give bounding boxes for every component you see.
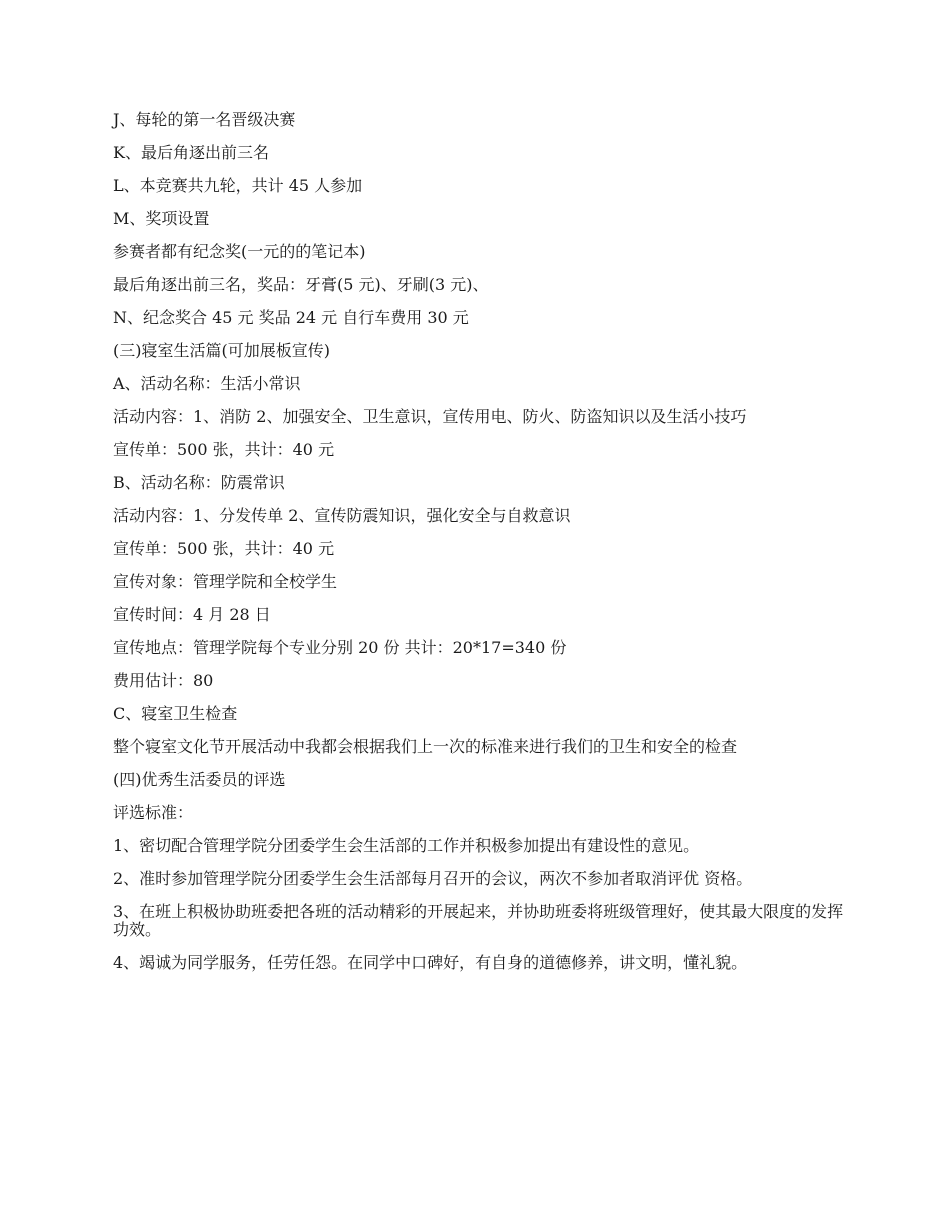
paragraph-k-top-three: K、最后角逐出前三名 [113,143,269,162]
paragraph-criterion-1: 1、密切配合管理学院分团委学生会生活部的工作并积极参加提出有建设性的意见。 [113,836,700,855]
paragraph-m-awards: M、奖项设置 [113,209,210,228]
paragraph-b-activity-content: 活动内容：1、分发传单 2、宣传防震知识，强化安全与自救意识 [113,506,571,525]
paragraph-location: 宣传地点：管理学院每个专业分别 20 份 共计：20*17=340 份 [113,638,567,657]
paragraph-souvenir: 参赛者都有纪念奖(一元的的笔记本) [113,242,366,261]
paragraph-b-flyers: 宣传单：500 张，共计：40 元 [113,539,335,558]
section-heading-dorm-life: (三)寝室生活篇(可加展板宣传) [113,341,330,360]
paragraph-a-activity-name: A、活动名称：生活小常识 [113,374,301,393]
paragraph-l-rounds: L、本竞赛共九轮，共计 45 人参加 [113,176,363,195]
paragraph-criterion-3: 3、在班上积极协助班委把各班的活动精彩的开展起来，并协助班委将班级管理好，使其最大限度的发挥功效。 [113,902,844,939]
paragraph-inspection-detail: 整个寝室文化节开展活动中我都会根据我们上一次的标准来进行我们的卫生和安全的检查 [113,737,738,756]
paragraph-j-finals: J、每轮的第一名晋级决赛 [113,110,296,129]
paragraph-criterion-2: 2、准时参加管理学院分团委学生会生活部每月召开的会议，两次不参加者取消评优 资格。 [113,869,753,888]
paragraph-criterion-4: 4、竭诚为同学服务，任劳任怨。在同学中口碑好，有自身的道德修养，讲文明，懂礼貌。 [113,953,748,972]
paragraph-criteria-heading: 评选标准： [113,803,194,822]
paragraph-audience: 宣传对象：管理学院和全校学生 [113,572,338,591]
paragraph-n-costs: N、纪念奖合 45 元 奖品 24 元 自行车费用 30 元 [113,308,469,327]
section-heading-committee-selection: (四)优秀生活委员的评选 [113,770,286,789]
paragraph-a-activity-content: 活动内容：1、消防 2、加强安全、卫生意识，宣传用电、防火、防盗知识以及生活小技巧 [113,407,747,426]
paragraph-cost-estimate: 费用估计：80 [113,671,214,690]
paragraph-prizes: 最后角逐出前三名，奖品：牙膏(5 元)、牙刷(3 元)、 [113,275,489,294]
paragraph-date: 宣传时间：4 月 28 日 [113,605,271,624]
paragraph-a-flyers: 宣传单：500 张，共计：40 元 [113,440,335,459]
paragraph-c-inspection: C、寝室卫生检查 [113,704,238,723]
paragraph-b-activity-name: B、活动名称：防震常识 [113,473,285,492]
document-body [113,111,848,987]
